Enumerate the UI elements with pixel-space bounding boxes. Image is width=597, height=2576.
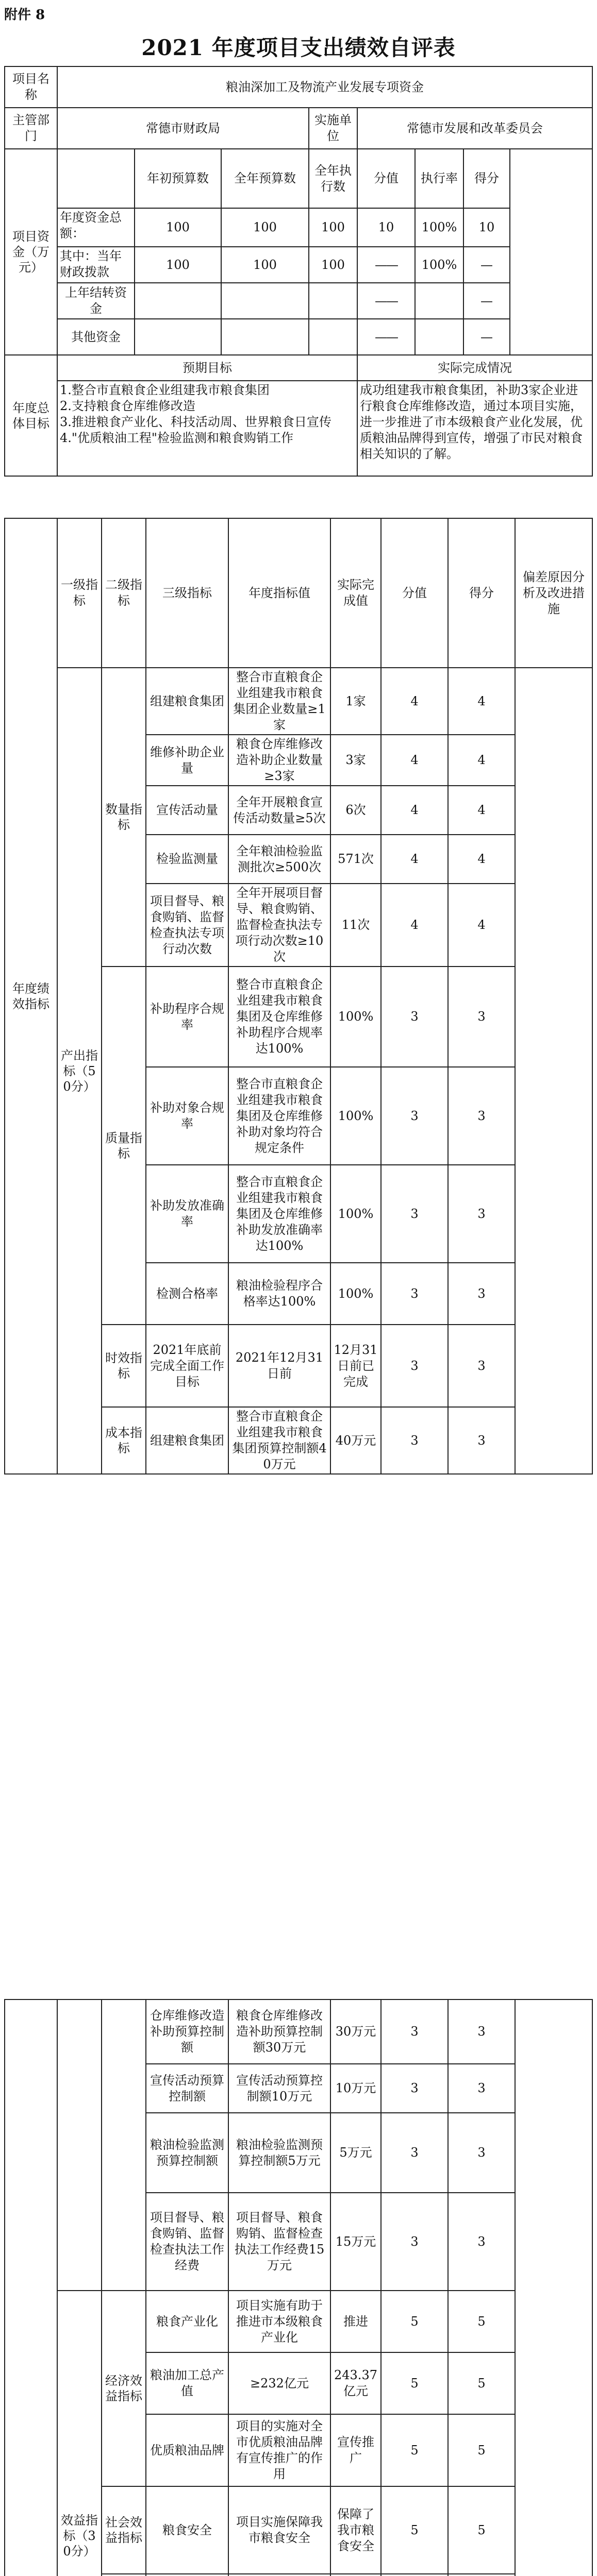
indicator-actual: 30万元 bbox=[330, 1999, 381, 2064]
output-continued bbox=[57, 1999, 102, 2291]
funds-weight: 10 bbox=[357, 208, 415, 247]
reason-cell bbox=[515, 668, 592, 1474]
indicator-score: 5 bbox=[448, 2352, 515, 2414]
indicator-weight: 4 bbox=[381, 884, 448, 967]
indicator-name: 补助程序合规率 bbox=[146, 967, 228, 1067]
indicator-actual: 10万元 bbox=[330, 2064, 381, 2113]
funds-full bbox=[221, 283, 309, 319]
indicator-weight: 5 bbox=[381, 2291, 448, 2352]
h-score: 得分 bbox=[448, 518, 515, 668]
indicator-target: 整合市直粮食企业组建我市粮食集团及仓库维修补助发放准确率达100% bbox=[228, 1165, 330, 1263]
indicator-target: 整合市直粮食企业组建我市粮食集团及仓库维修补助对象均符合规定条件 bbox=[228, 1067, 330, 1165]
indicators-section-label: 年度绩效指标 bbox=[5, 518, 57, 1474]
indicator-weight: 4 bbox=[381, 786, 448, 835]
funds-score: — bbox=[463, 319, 510, 355]
indicator-name: 2021年底前完成全面工作目标 bbox=[146, 1325, 228, 1407]
indicator-score: 4 bbox=[448, 786, 515, 835]
indicator-actual: 40万元 bbox=[330, 1407, 381, 1474]
indicator-actual: 100% bbox=[330, 967, 381, 1067]
indicator-score: 3 bbox=[448, 1165, 515, 1263]
indicator-score: 5 bbox=[448, 2414, 515, 2486]
indicator-name: 宣传活动量 bbox=[146, 786, 228, 835]
indicator-weight: 3 bbox=[381, 1325, 448, 1407]
indicator-weight: 3 bbox=[381, 1165, 448, 1263]
project-name: 粮油深加工及物流产业发展专项资金 bbox=[57, 66, 592, 108]
indicator-score: 3 bbox=[448, 2113, 515, 2193]
funds-blank-header bbox=[57, 149, 135, 208]
indicator-weight: 3 bbox=[381, 2064, 448, 2113]
indicator-actual: 15万元 bbox=[330, 2193, 381, 2291]
funds-exec bbox=[309, 319, 357, 355]
h-level2: 二级指标 bbox=[102, 518, 146, 668]
funds-budget bbox=[135, 283, 221, 319]
indicator-score bbox=[448, 2574, 515, 2576]
funds-rate: 100% bbox=[415, 208, 463, 247]
impl-label: 实施单位 bbox=[309, 108, 357, 149]
indicator-weight: 4 bbox=[381, 668, 448, 735]
funds-col-budget: 年初预算数 bbox=[135, 149, 221, 208]
indicator-actual: 100% bbox=[330, 1263, 381, 1325]
funds-spacer bbox=[510, 149, 592, 355]
indicator-weight: 3 bbox=[381, 967, 448, 1067]
indicator-weight: 5 bbox=[381, 2486, 448, 2574]
indicator-actual: 宣传推广 bbox=[330, 2414, 381, 2486]
table-row bbox=[5, 1999, 592, 2064]
indicator-target: 宣传活动预算控制额10万元 bbox=[228, 2064, 330, 2113]
indicator-actual: 1家 bbox=[330, 668, 381, 735]
indicator-target: 整合市直粮食企业组建我市粮食集团预算控制额40万元 bbox=[228, 1407, 330, 1474]
funds-row bbox=[5, 208, 592, 247]
funds-score: — bbox=[463, 283, 510, 319]
indicator-score: 5 bbox=[448, 2291, 515, 2352]
h-reason: 偏差原因分析及改进措施 bbox=[515, 518, 592, 668]
indicator-score: 3 bbox=[448, 2064, 515, 2113]
indicator-target: ≥232亿元 bbox=[228, 2352, 330, 2414]
output-label: 产出指标（50分） bbox=[57, 668, 102, 1474]
funds-rate: 100% bbox=[415, 247, 463, 283]
funds-weight: —— bbox=[357, 247, 415, 283]
indicator-score: 3 bbox=[448, 1067, 515, 1165]
indicator-name bbox=[146, 2574, 228, 2576]
funds-rate bbox=[415, 283, 463, 319]
funds-col-full: 全年预算数 bbox=[221, 149, 309, 208]
indicator-target: 全年开展粮食宣传活动数量≥5次 bbox=[228, 786, 330, 835]
indicator-weight: 3 bbox=[381, 1067, 448, 1165]
continuation-blank bbox=[5, 1999, 57, 2576]
funds-row bbox=[5, 283, 592, 319]
funds-row-label: 其中：当年财政拨款 bbox=[57, 247, 135, 283]
output-indicators-table bbox=[4, 518, 593, 1475]
indicator-target: 整合市直粮食企业组建我市粮食集团及仓库维修补助程序合规率达100% bbox=[228, 967, 330, 1067]
benefit-label: 效益指标（30分） bbox=[57, 2291, 102, 2576]
indicator-score: 4 bbox=[448, 668, 515, 735]
goal-actual: 成功组建我市粮食集团，补助3家企业进行粮食仓库维修改造，通过本项目实施，进一步推进了市本级粮食产业化发展，优质粮油品牌得到宣传，增强了市民对粮食相关知识的了解。 bbox=[357, 381, 592, 476]
indicator-target: 整合市直粮食企业组建我市粮食集团企业数量≥1家 bbox=[228, 668, 330, 735]
funds-col-score: 得分 bbox=[463, 149, 510, 208]
cost-label: 成本指标 bbox=[102, 1407, 146, 1474]
indicator-name: 粮油检验监测预算控制额 bbox=[146, 2113, 228, 2193]
indicator-name: 项目督导、粮食购销、监督检查执法专项行动次数 bbox=[146, 884, 228, 967]
indicator-name: 组建粮食集团 bbox=[146, 668, 228, 735]
indicator-actual: 3家 bbox=[330, 735, 381, 786]
indicator-weight: 4 bbox=[381, 735, 448, 786]
indicator-target: 全年开展项目督导、粮食购销、监督检查执法专项行动次数≥10次 bbox=[228, 884, 330, 967]
funds-full bbox=[221, 319, 309, 355]
funds-exec: 100 bbox=[309, 208, 357, 247]
funds-label: 项目资金（万元） bbox=[5, 149, 57, 355]
funds-weight: —— bbox=[357, 319, 415, 355]
indicator-weight: 3 bbox=[381, 2113, 448, 2193]
indicator-score: 4 bbox=[448, 884, 515, 967]
indicator-score: 3 bbox=[448, 2193, 515, 2291]
indicator-name: 组建粮食集团 bbox=[146, 1407, 228, 1474]
indicator-actual: 100% bbox=[330, 1067, 381, 1165]
funds-exec bbox=[309, 283, 357, 319]
indicator-actual: 推进 bbox=[330, 2291, 381, 2352]
funds-col-rate: 执行率 bbox=[415, 149, 463, 208]
goal-label: 年度总体目标 bbox=[5, 355, 57, 476]
indicator-name: 检测合格率 bbox=[146, 1263, 228, 1325]
indicator-name: 补助发放准确率 bbox=[146, 1165, 228, 1263]
indicator-name: 仓库维修改造补助预算控制额 bbox=[146, 1999, 228, 2064]
indicator-target: 粮油检验程序合格率达100% bbox=[228, 1263, 330, 1325]
indicator-target: 项目的实施对全市优质粮油品牌有宣传推广的作用 bbox=[228, 2414, 330, 2486]
h-target: 年度指标值 bbox=[228, 518, 330, 668]
funds-rate bbox=[415, 319, 463, 355]
economic-label: 经济效益指标 bbox=[102, 2291, 146, 2486]
funds-full: 100 bbox=[221, 208, 309, 247]
indicator-weight: 3 bbox=[381, 2193, 448, 2291]
funds-budget: 100 bbox=[135, 208, 221, 247]
funds-row bbox=[5, 319, 592, 355]
funds-budget: 100 bbox=[135, 247, 221, 283]
indicator-actual: 571次 bbox=[330, 835, 381, 884]
indicator-score: 3 bbox=[448, 967, 515, 1067]
goal-expected-header: 预期目标 bbox=[57, 355, 357, 381]
indicator-name: 项目督导、粮食购销、监督检查执法工作经费 bbox=[146, 2193, 228, 2291]
eco-label bbox=[102, 2574, 146, 2576]
cost-continued bbox=[102, 1999, 146, 2291]
reason-cell bbox=[515, 1999, 592, 2576]
indicator-target bbox=[228, 2574, 330, 2576]
indicator-target: 项目督导、粮食购销、监督检查执法工作经费15万元 bbox=[228, 2193, 330, 2291]
indicator-actual: 243.37亿元 bbox=[330, 2352, 381, 2414]
timeliness-label: 时效指标 bbox=[102, 1325, 146, 1407]
indicator-weight: 4 bbox=[381, 835, 448, 884]
table-row bbox=[5, 2291, 592, 2352]
dept-label: 主管部门 bbox=[5, 108, 57, 149]
indicator-score: 5 bbox=[448, 2486, 515, 2574]
indicator-actual: 100% bbox=[330, 1165, 381, 1263]
indicator-target: 项目实施有助于推进市本级粮食产业化 bbox=[228, 2291, 330, 2352]
funds-row-label: 年度资金总额： bbox=[57, 208, 135, 247]
project-name-label: 项目名称 bbox=[5, 66, 57, 108]
quantity-label: 数量指标 bbox=[102, 668, 146, 967]
benefit-indicators-table bbox=[4, 1999, 593, 2576]
page-title: 2021 年度项目支出绩效自评表 bbox=[141, 35, 456, 60]
indicator-name: 宣传活动预算控制额 bbox=[146, 2064, 228, 2113]
h-level1: 一级指标 bbox=[57, 518, 102, 668]
indicator-name: 补助对象合规率 bbox=[146, 1067, 228, 1165]
h-level3: 三级指标 bbox=[146, 518, 228, 668]
indicator-score: 4 bbox=[448, 835, 515, 884]
impl-value: 常德市发展和改革委员会 bbox=[357, 108, 592, 149]
indicator-name: 检验监测量 bbox=[146, 835, 228, 884]
funds-col-weight: 分值 bbox=[357, 149, 415, 208]
indicator-target: 粮食仓库维修改造补助企业数量≥3家 bbox=[228, 735, 330, 786]
indicator-name: 粮油加工总产值 bbox=[146, 2352, 228, 2414]
indicator-actual: 6次 bbox=[330, 786, 381, 835]
header-table bbox=[4, 66, 593, 477]
indicator-name: 优质粮油品牌 bbox=[146, 2414, 228, 2486]
indicator-weight: 5 bbox=[381, 2414, 448, 2486]
quality-label: 质量指标 bbox=[102, 967, 146, 1325]
indicator-score: 3 bbox=[448, 1325, 515, 1407]
indicator-target: 粮油检验监测预算控制额5万元 bbox=[228, 2113, 330, 2193]
funds-score: — bbox=[463, 247, 510, 283]
indicator-actual: 11次 bbox=[330, 884, 381, 967]
indicator-actual: 保障了我市粮食安全 bbox=[330, 2486, 381, 2574]
indicator-actual: 12月31日前已完成 bbox=[330, 1325, 381, 1407]
indicator-weight: 5 bbox=[381, 2352, 448, 2414]
indicator-name: 粮食产业化 bbox=[146, 2291, 228, 2352]
funds-budget bbox=[135, 319, 221, 355]
indicator-name: 粮食安全 bbox=[146, 2486, 228, 2574]
funds-row bbox=[5, 247, 592, 283]
goal-actual-header: 实际完成情况 bbox=[357, 355, 592, 381]
indicator-score: 3 bbox=[448, 1999, 515, 2064]
indicator-weight bbox=[381, 2574, 448, 2576]
funds-full: 100 bbox=[221, 247, 309, 283]
indicator-score: 3 bbox=[448, 1263, 515, 1325]
h-weight: 分值 bbox=[381, 518, 448, 668]
h-actual: 实际完成值 bbox=[330, 518, 381, 668]
indicator-weight: 3 bbox=[381, 1407, 448, 1474]
indicator-target: 项目实施保障我市粮食安全 bbox=[228, 2486, 330, 2574]
indicator-target: 2021年12月31日前 bbox=[228, 1325, 330, 1407]
funds-score: 10 bbox=[463, 208, 510, 247]
indicator-weight: 3 bbox=[381, 1999, 448, 2064]
funds-row-label: 上年结转资金 bbox=[57, 283, 135, 319]
attachment-label: 附件 8 bbox=[4, 7, 45, 23]
indicator-actual bbox=[330, 2574, 381, 2576]
indicator-actual: 5万元 bbox=[330, 2113, 381, 2193]
indicator-target: 全年粮油检验监测批次≥500次 bbox=[228, 835, 330, 884]
funds-row-label: 其他资金 bbox=[57, 319, 135, 355]
dept-value: 常德市财政局 bbox=[57, 108, 309, 149]
indicator-target: 粮食仓库维修改造补助预算控制额30万元 bbox=[228, 1999, 330, 2064]
social-label: 社会效益指标 bbox=[102, 2486, 146, 2574]
table-row bbox=[5, 668, 592, 735]
indicator-name: 维修补助企业量 bbox=[146, 735, 228, 786]
indicator-score: 4 bbox=[448, 735, 515, 786]
goal-expected: 1.整合市直粮食企业组建我市粮食集团 2.支持粮食仓库维修改造 3.推进粮食产业化、科技活动周、世界粮食日宣传 4."优质粮油工程"检验监测和粮食购销工作 bbox=[57, 381, 357, 476]
funds-col-exec: 全年执行数 bbox=[309, 149, 357, 208]
funds-weight: —— bbox=[357, 283, 415, 319]
indicator-weight: 3 bbox=[381, 1263, 448, 1325]
indicator-score: 3 bbox=[448, 1407, 515, 1474]
funds-exec: 100 bbox=[309, 247, 357, 283]
